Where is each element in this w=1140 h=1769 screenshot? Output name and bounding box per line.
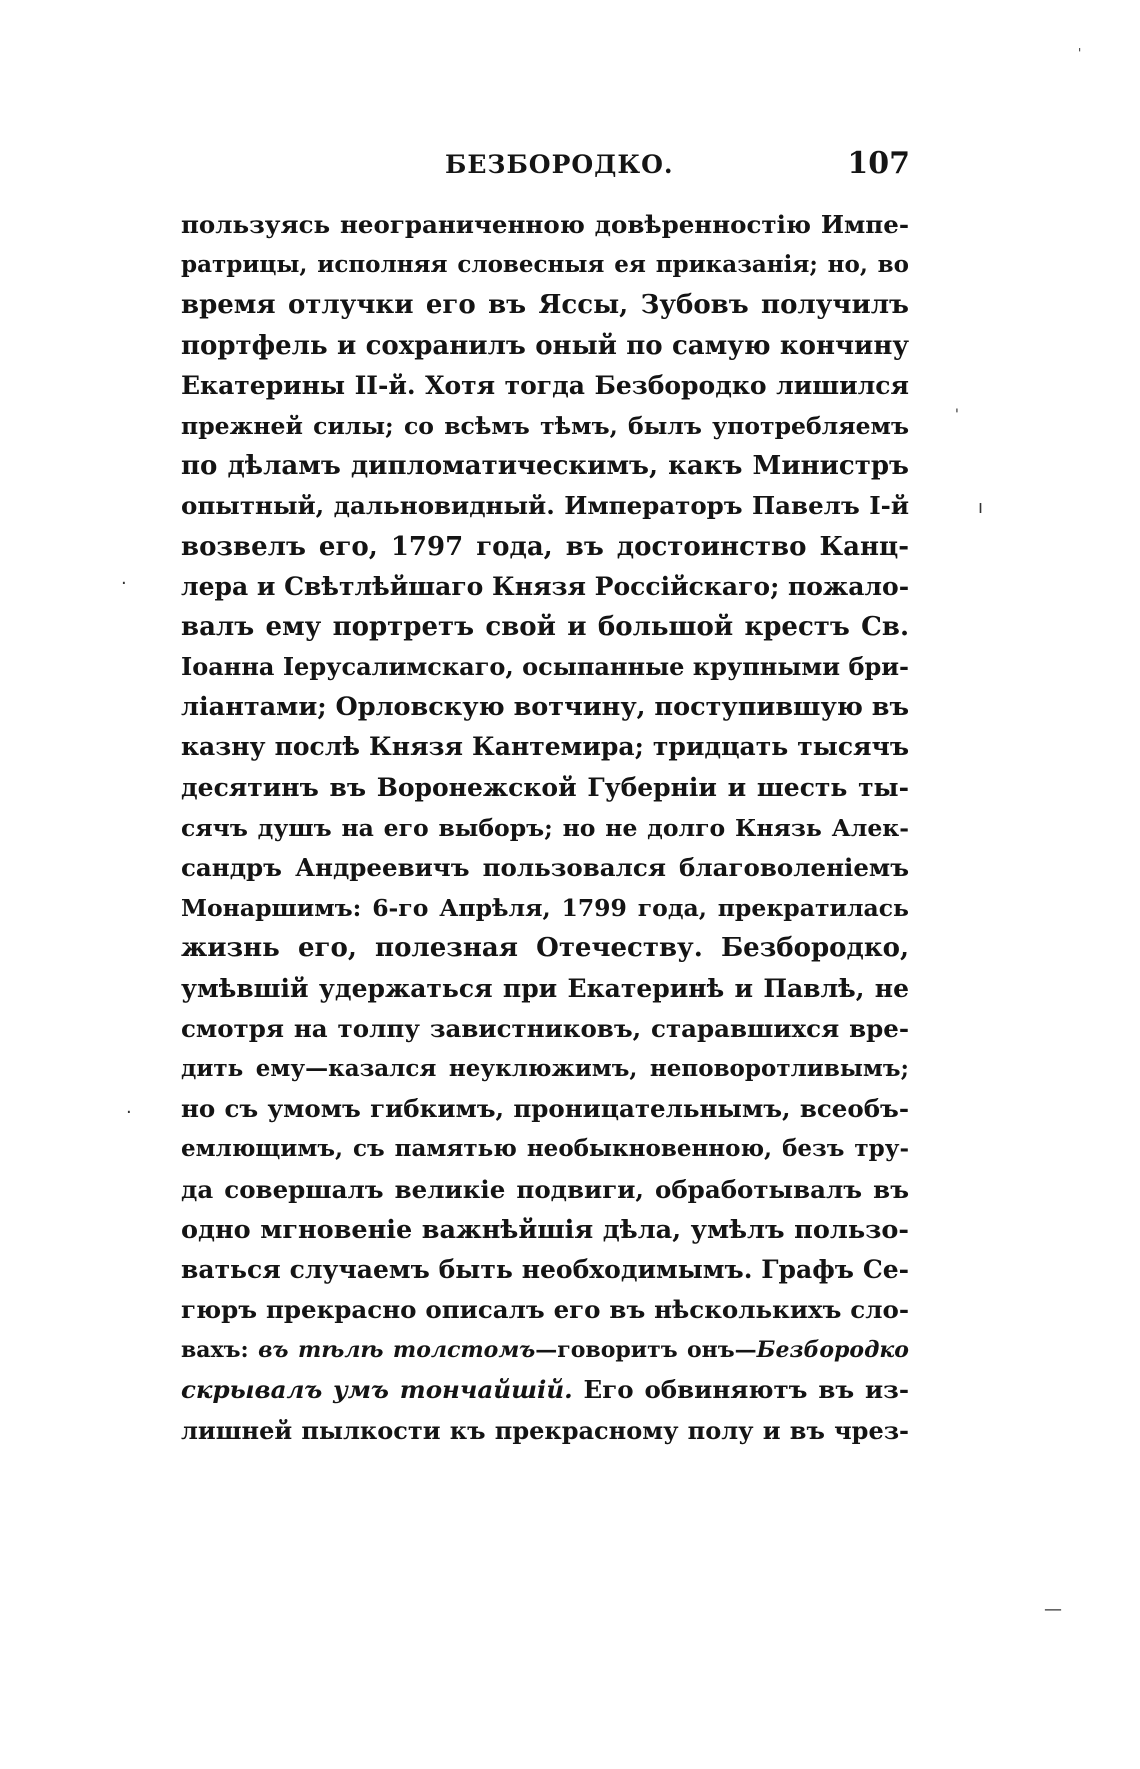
scan-speck: ': [1078, 46, 1082, 60]
text-line: ліантами; Орловскую вотчину, поступившую въ: [181, 692, 910, 723]
italic-quote: въ тѣлѣ толстомъ: [258, 1337, 536, 1364]
text-line: но съ умомъ гибкимъ, проницательнымъ, всеобъ-: [181, 1094, 909, 1124]
scan-dash: —: [1044, 1599, 1062, 1620]
text-line: лера и Свѣтлѣйшаго Князя Россійскаго; пожало-: [181, 571, 910, 601]
text-line: смотря на толпу завистниковъ, старавшихся вре-: [181, 1013, 909, 1043]
running-head-title: БЕЗБОРОДКО.: [445, 150, 674, 179]
text-line: прежней силы; со всѣмъ тѣмъ, былъ употребляемъ: [181, 411, 909, 440]
text-line: десятинъ въ Воронежской Губерніи и шесть ты-: [181, 772, 909, 802]
text-line: время отлучки его въ Яссы, Зубовъ получилъ: [181, 290, 909, 321]
text-line: да совершалъ великіе подвиги, обработывалъ въ: [181, 1174, 909, 1204]
text-line: [181, 1370, 909, 1410]
text-line: Екатерины II-й. Хотя тогда Безбородко лишился: [181, 370, 909, 400]
text-line: дить ему—казался неуклюжимъ, неповоротливымъ;: [181, 1054, 909, 1082]
text-line: гюръ прекрасно описалъ его въ нѣсколькихъ сло-: [181, 1295, 909, 1325]
line-segment: —говоритъ онъ—: [535, 1337, 757, 1364]
text-line: емлющимъ, съ памятью необыкновенною, безъ тру-: [181, 1135, 909, 1163]
text-line: жизнь его, полезная Отечеству. Безбородко,: [181, 933, 909, 964]
text-line: опытный, дальновидный. Императоръ Павелъ I-й: [181, 491, 909, 521]
text-line: [181, 1330, 909, 1370]
text-line: ратрицы, исполняя словесныя ея приказанія; но, во: [181, 251, 909, 279]
text-line: пользуясь неограниченною довѣренностію Импе-: [181, 210, 909, 239]
text-line: Монаршимъ: 6-го Апрѣля, 1799 года, прекратилась: [181, 894, 909, 923]
scan-speck: ·: [126, 1102, 132, 1123]
scan-speck: ı: [978, 497, 984, 518]
text-line: казну послѣ Князя Кантемира; тридцать тысячъ: [181, 732, 909, 762]
body-text: [181, 205, 909, 1451]
text-line: по дѣламъ дипломатическимъ, какъ Министръ: [181, 451, 909, 482]
italic-quote: Безбородко: [756, 1337, 909, 1364]
text-line: ваться случаемъ быть необходимымъ. Графъ Се-: [181, 1254, 909, 1284]
italic-quote: скрывалъ умъ тончайшій.: [181, 1375, 573, 1405]
text-line: лишней пылкости къ прекрасному полу и въ чрез-: [181, 1415, 909, 1445]
line-segment: Его обвиняютъ въ из-: [572, 1375, 909, 1405]
text-line: Іоанна Іерусалимскаго, осыпанные крупными бри-: [181, 652, 909, 682]
text-line: одно мгновеніе важнѣйшія дѣла, умѣлъ пользо-: [181, 1214, 909, 1245]
scan-speck: ': [955, 407, 959, 423]
text-line: сячъ душъ на его выборъ; но не долго Князь Алек-: [181, 813, 909, 842]
scan-speck: ·: [121, 573, 127, 594]
page-number: 107: [847, 146, 910, 181]
text-line: сандръ Андреевичъ пользовался благоволеніемъ: [181, 853, 909, 882]
running-head: [180, 146, 910, 190]
text-line: валъ ему портретъ свой и большой крестъ Св.: [181, 611, 909, 642]
text-line: возвелъ его, 1797 года, въ достоинство Канц-: [181, 531, 909, 562]
text-line: умѣвшій удержаться при Екатеринѣ и Павлѣ, не: [181, 973, 909, 1003]
line-segment: вахъ:: [181, 1337, 259, 1364]
text-line: портфель и сохранилъ оный по самую кончину: [181, 330, 909, 361]
